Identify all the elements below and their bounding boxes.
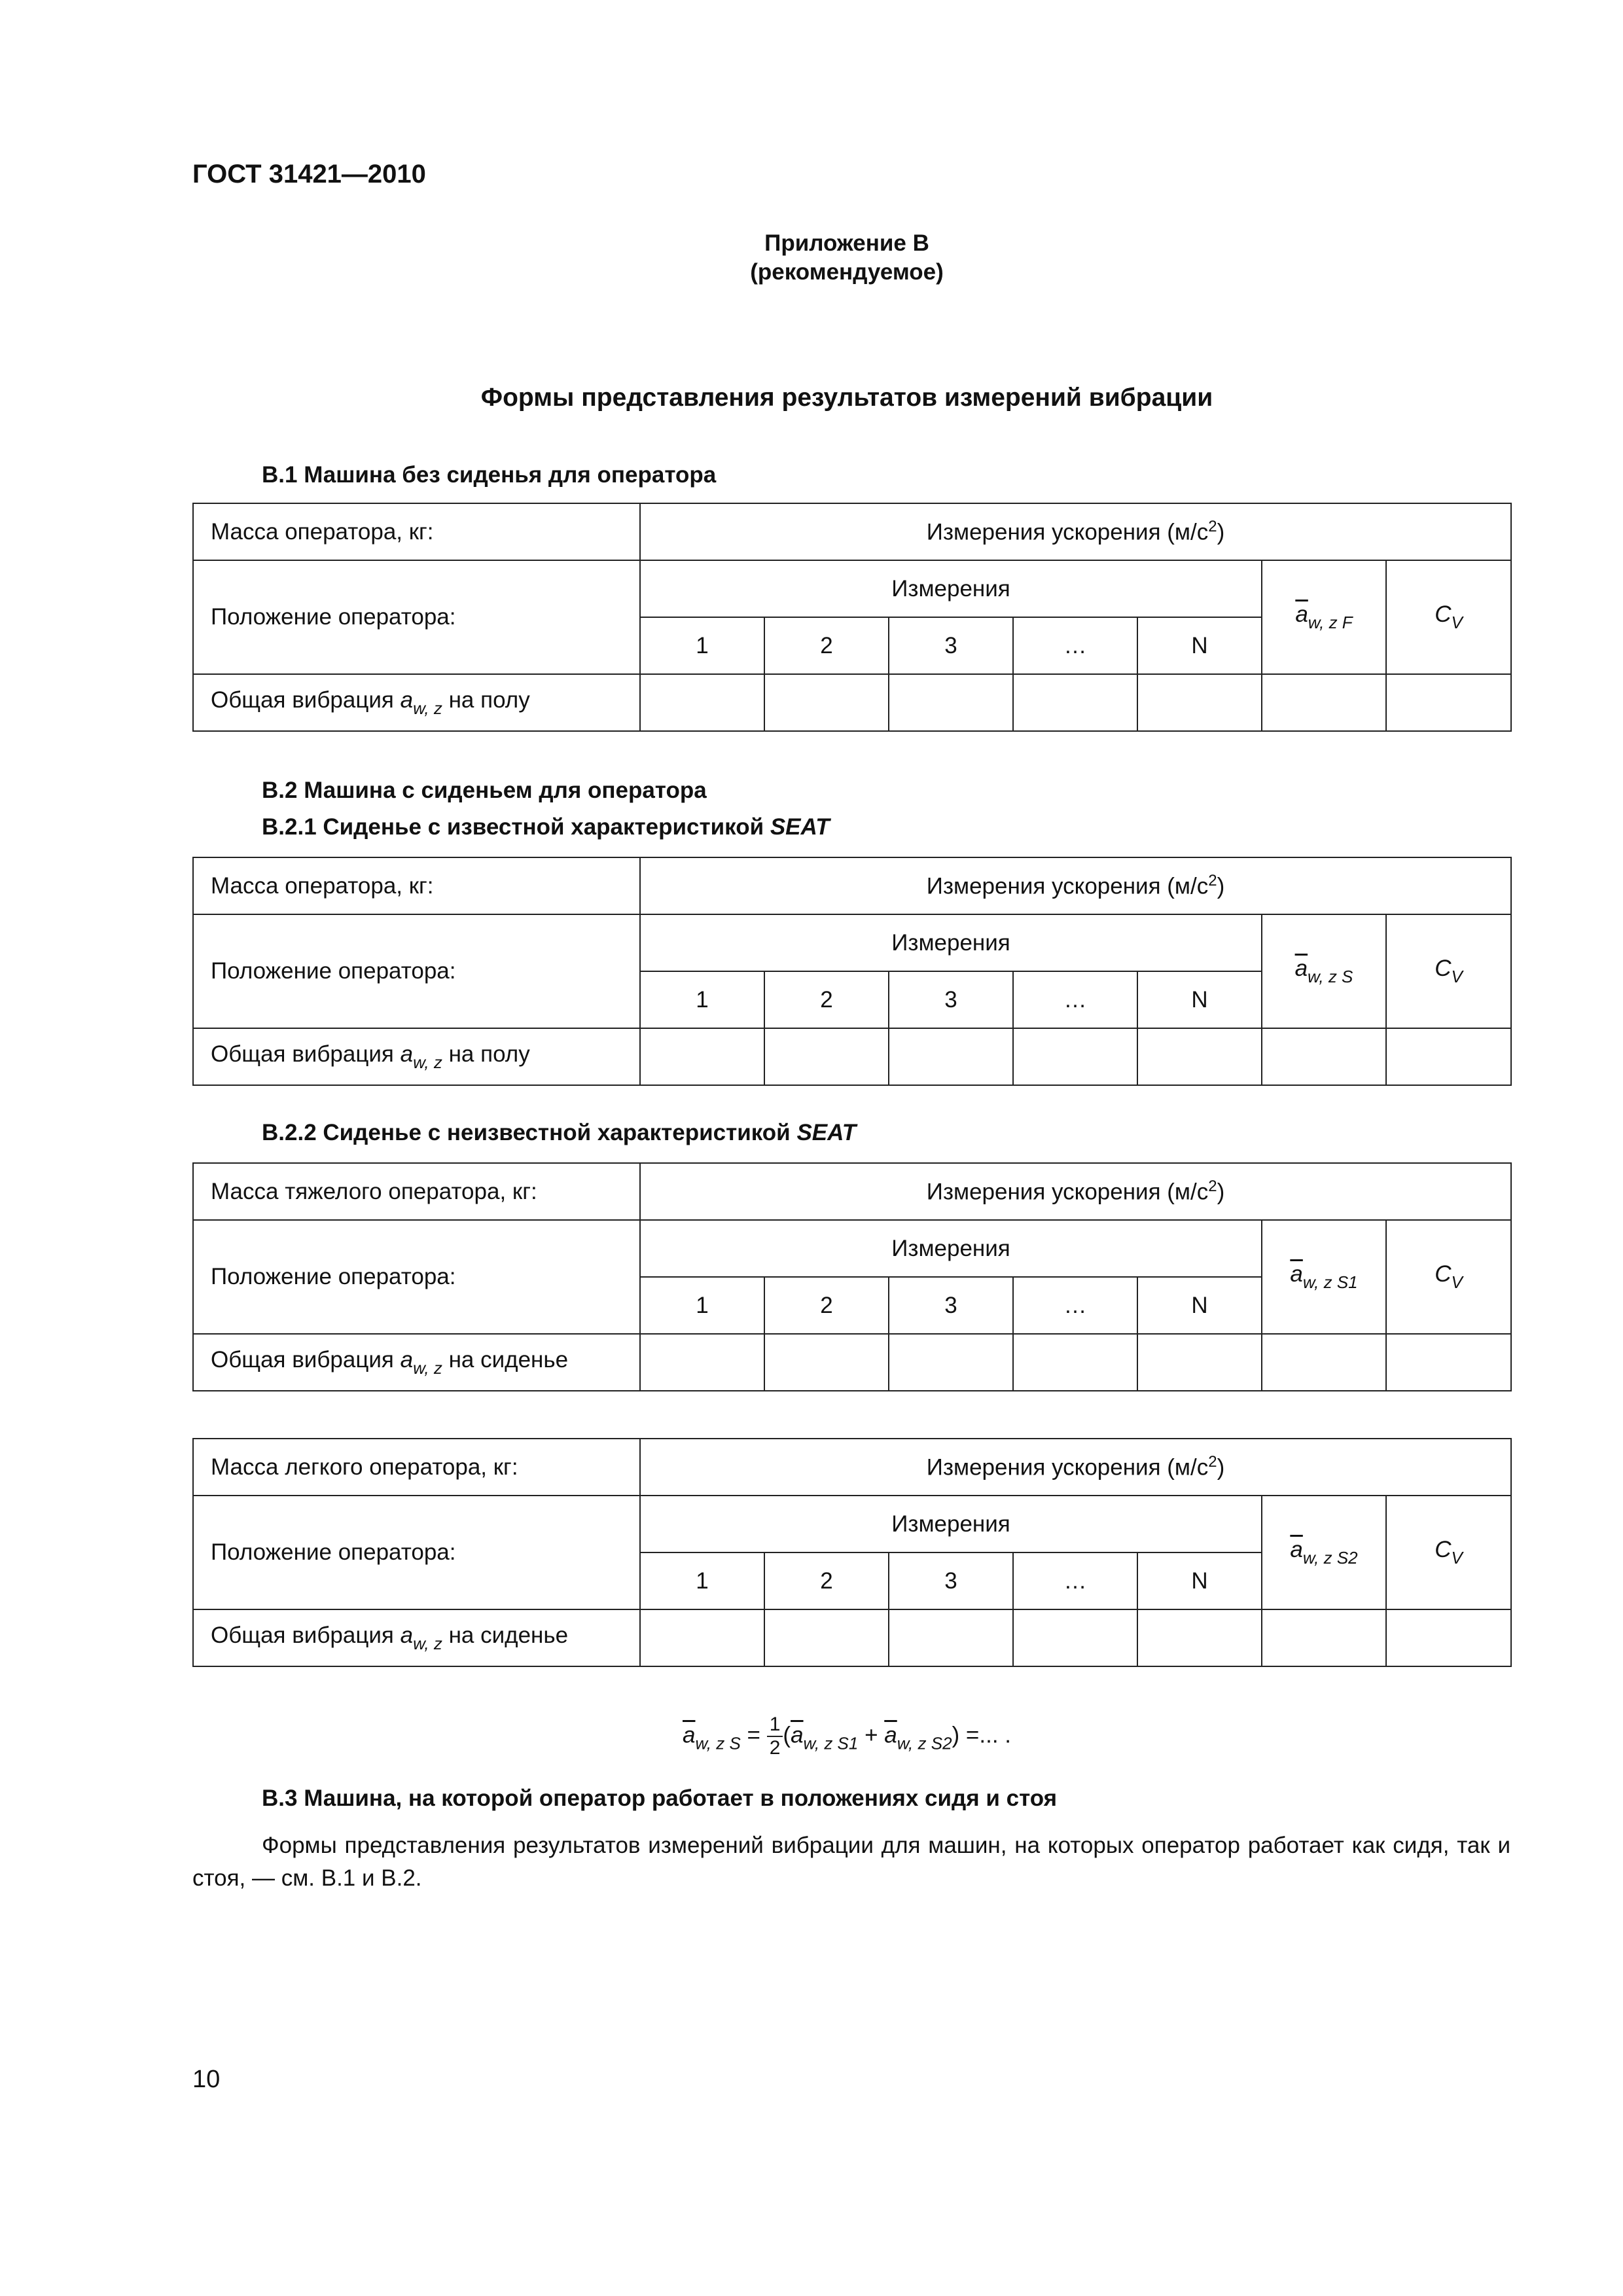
average-header: $\overline{a}_{w, z S}$ (1262, 914, 1386, 1028)
measurements-header: Измерения (640, 1496, 1262, 1552)
measurement-col-2: 2 (764, 971, 889, 1028)
measurement-col-n: N (1137, 971, 1262, 1028)
value-cell[interactable] (1262, 1028, 1386, 1085)
value-cell[interactable] (640, 1028, 764, 1085)
general-vibration-label: Общая вибрация $a_{w, z}$ на сиденье (193, 1609, 640, 1666)
measurement-col-1: 1 (640, 1277, 764, 1334)
value-cell[interactable] (1262, 674, 1386, 731)
value-cell[interactable] (1013, 674, 1137, 731)
measurement-col-n: N (1137, 1552, 1262, 1609)
position-label-cell: Положение оператора: (193, 1496, 640, 1609)
section-b22-heading: В.2.2 Сиденье с неизвестной характеристикой SEAT (262, 1120, 857, 1145)
measurement-col-2: 2 (764, 1552, 889, 1609)
section-b21-heading: В.2.1 Сиденье с известной характеристикой SEAT (262, 814, 830, 840)
position-label-cell: Положение оператора: (193, 914, 640, 1028)
measurement-col-3: 3 (889, 971, 1013, 1028)
measurement-col-n: N (1137, 1277, 1262, 1334)
value-cell[interactable] (1137, 1028, 1262, 1085)
section-b3-heading: В.3 Машина, на которой оператор работает в положениях сидя и стоя (262, 1785, 1058, 1811)
position-label-cell: Положение оператора: (193, 1220, 640, 1334)
value-cell[interactable] (889, 1609, 1013, 1666)
value-cell[interactable] (1013, 1609, 1137, 1666)
value-cell[interactable] (1262, 1609, 1386, 1666)
acceleration-header: Измерения ускорения $(м/с^2)$ (640, 1163, 1511, 1220)
average-header: $\overline{a}_{w, z S2}$ (1262, 1496, 1386, 1609)
general-vibration-label: Общая вибрация $a_{w, z}$ на сиденье (193, 1334, 640, 1391)
results-table-b22-heavy (192, 1162, 1512, 1391)
value-cell[interactable] (1386, 1028, 1511, 1085)
document-code: ГОСТ 31421—2010 (192, 160, 426, 188)
value-cell[interactable] (889, 1028, 1013, 1085)
acceleration-header: Измерения ускорения $(м/с^2)$ (640, 503, 1511, 560)
value-cell[interactable] (640, 1334, 764, 1391)
value-cell[interactable] (1386, 1609, 1511, 1666)
measurement-col-2: 2 (764, 1277, 889, 1334)
value-cell[interactable] (1386, 1334, 1511, 1391)
value-cell[interactable] (1137, 1334, 1262, 1391)
measurement-col-ellipsis: … (1013, 1277, 1137, 1334)
value-cell[interactable] (1137, 1609, 1262, 1666)
measurement-col-1: 1 (640, 1552, 764, 1609)
measurement-col-2: 2 (764, 617, 889, 674)
cv-header: $C_V$ (1386, 1220, 1511, 1334)
value-cell[interactable] (1262, 1334, 1386, 1391)
section-b2-heading: В.2 Машина с сиденьем для оператора (262, 778, 707, 803)
cv-header: $C_V$ (1386, 1496, 1511, 1609)
mass-label-cell: Масса оператора, кг: (193, 857, 640, 914)
measurement-col-3: 3 (889, 617, 1013, 674)
position-label-cell: Положение оператора: (193, 560, 640, 674)
mass-label-cell: Масса легкого оператора, кг: (193, 1439, 640, 1496)
measurement-col-ellipsis: … (1013, 617, 1137, 674)
value-cell[interactable] (1013, 1028, 1137, 1085)
measurement-col-3: 3 (889, 1277, 1013, 1334)
mass-label-cell: Масса оператора, кг: (193, 503, 640, 560)
appendix-status: (рекомендуемое) (750, 259, 944, 285)
value-cell[interactable] (1013, 1334, 1137, 1391)
fraction-one-half: $\frac{1}{2}$ (767, 1713, 783, 1759)
general-vibration-label: Общая вибрация $a_{w, z}$ на полу (193, 674, 640, 731)
cv-header: $C_V$ (1386, 914, 1511, 1028)
average-header: $\overline{a}_{w, z F}$ (1262, 560, 1386, 674)
measurement-col-3: 3 (889, 1552, 1013, 1609)
value-cell[interactable] (1386, 674, 1511, 731)
measurement-col-1: 1 (640, 971, 764, 1028)
body-paragraph: Формы представления результатов измерений вибрации для машин, на которых оператор работает как сидя, так и стоя, — см. В.1 и В.2. (192, 1833, 1510, 1891)
acceleration-header: Измерения ускорения $(м/с^2)$ (640, 1439, 1511, 1496)
appendix-title: Приложение В (764, 230, 929, 256)
value-cell[interactable] (764, 674, 889, 731)
measurement-col-n: N (1137, 617, 1262, 674)
value-cell[interactable] (889, 674, 1013, 731)
value-cell[interactable] (764, 1028, 889, 1085)
measurement-col-1: 1 (640, 617, 764, 674)
page-title: Формы представления результатов измерений вибрации (480, 384, 1213, 412)
mass-label-cell: Масса тяжелого оператора, кг: (193, 1163, 640, 1220)
value-cell[interactable] (764, 1334, 889, 1391)
general-vibration-label: Общая вибрация $a_{w, z}$ на полу (193, 1028, 640, 1085)
section-b1-heading: В.1 Машина без сиденья для оператора (262, 462, 717, 488)
results-table-b22-light (192, 1438, 1512, 1667)
value-cell[interactable] (1137, 674, 1262, 731)
measurements-header: Измерения (640, 1220, 1262, 1277)
measurement-col-ellipsis: … (1013, 1552, 1137, 1609)
measurement-col-ellipsis: … (1013, 971, 1137, 1028)
results-table-b21 (192, 857, 1512, 1086)
page-number: 10 (192, 2066, 221, 2093)
acceleration-header: Измерения ускорения $(м/с^2)$ (640, 857, 1511, 914)
value-cell[interactable] (640, 1609, 764, 1666)
cv-header: $C_V$ (1386, 560, 1511, 674)
measurements-header: Измерения (640, 914, 1262, 971)
average-formula: $\overline{a}_{w, z S}$ = $\frac{1}{2}$ $(\overline{a}_{w, z S1} + \overline{a}_{w, z S2})$ =... . (683, 1713, 1011, 1759)
value-cell[interactable] (889, 1334, 1013, 1391)
measurements-header: Измерения (640, 560, 1262, 617)
value-cell[interactable] (764, 1609, 889, 1666)
average-header: $\overline{a}_{w, z S1}$ (1262, 1220, 1386, 1334)
value-cell[interactable] (640, 674, 764, 731)
results-table-b1 (192, 503, 1512, 732)
